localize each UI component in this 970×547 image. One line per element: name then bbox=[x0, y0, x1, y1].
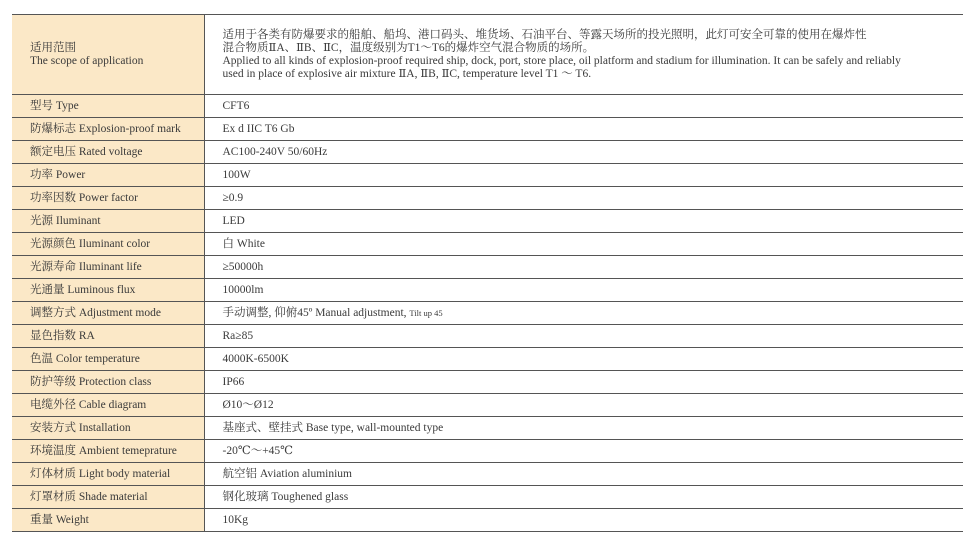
spec-label: 环境温度 Ambient temeprature bbox=[12, 440, 204, 463]
spec-value: LED bbox=[222, 214, 245, 227]
spec-value: 100W bbox=[222, 168, 251, 181]
spec-value-cell bbox=[204, 417, 963, 440]
spec-value-cell bbox=[204, 279, 963, 302]
spec-value-cell bbox=[204, 233, 963, 256]
table-row bbox=[12, 463, 963, 486]
spec-value: ≥50000h bbox=[222, 260, 264, 273]
spec-value: 钢化玻璃 Toughened glass bbox=[222, 490, 349, 503]
spec-label: 型号 Type bbox=[12, 95, 204, 118]
table-row-scope bbox=[12, 15, 963, 95]
spec-label: 安装方式 Installation bbox=[12, 417, 204, 440]
spec-value: 航空铝 Aviation aluminium bbox=[222, 467, 352, 480]
spec-label: 色温 Color temperature bbox=[12, 348, 204, 371]
spec-value-cell bbox=[204, 256, 963, 279]
spec-value: -20℃～+45℃ bbox=[222, 444, 294, 457]
table-row bbox=[12, 233, 963, 256]
spec-value-cell bbox=[204, 486, 963, 509]
spec-label: 灯罩材质 Shade material bbox=[12, 486, 204, 509]
spec-value-cell bbox=[204, 118, 963, 141]
spec-label: 光源颜色 Iluminant color bbox=[12, 233, 204, 256]
spec-value-cell bbox=[204, 187, 963, 210]
spec-value-cell bbox=[204, 440, 963, 463]
table-row bbox=[12, 417, 963, 440]
spec-value-note: Tilt up 45 bbox=[409, 307, 443, 318]
spec-value: 基座式、壁挂式 Base type, wall-mounted type bbox=[222, 421, 444, 434]
spec-value: 手动调整, 仰俯45º Manual adjustment, bbox=[222, 306, 407, 319]
scope-text-line: 混合物质ⅡA、ⅡB、ⅡC，温度级别为T1～T6的爆炸空气混合物质的场所。 bbox=[222, 41, 595, 54]
scope-value-cell bbox=[204, 15, 963, 95]
spec-value-cell bbox=[204, 509, 963, 532]
spec-label: 显色指数 RA bbox=[12, 325, 204, 348]
spec-value: 4000K-6500K bbox=[222, 352, 289, 365]
spec-value-cell bbox=[204, 141, 963, 164]
table-row bbox=[12, 95, 963, 118]
spec-table-body bbox=[12, 15, 963, 532]
spec-value-cell bbox=[204, 164, 963, 187]
spec-value-cell bbox=[204, 371, 963, 394]
scope-label-cn: 适用范围 bbox=[30, 41, 76, 54]
table-row bbox=[12, 509, 963, 532]
spec-value: CFT6 bbox=[222, 99, 250, 112]
spec-value-cell bbox=[204, 95, 963, 118]
table-row bbox=[12, 279, 963, 302]
table-row bbox=[12, 187, 963, 210]
scope-text-line: used in place of explosive air mixture ⅡA, ⅡB, ⅡC, temperature level T1 ～ T6. bbox=[222, 67, 592, 80]
scope-label-cell bbox=[12, 15, 204, 95]
spec-label: 光通量 Luminous flux bbox=[12, 279, 204, 302]
table-row bbox=[12, 348, 963, 371]
spec-value: 10Kg bbox=[222, 513, 249, 526]
spec-table bbox=[12, 14, 963, 532]
spec-label: 光源寿命 Iluminant life bbox=[12, 256, 204, 279]
spec-label: 额定电压 Rated voltage bbox=[12, 141, 204, 164]
spec-value-cell bbox=[204, 210, 963, 233]
table-row bbox=[12, 325, 963, 348]
spec-value: ≥0.9 bbox=[222, 191, 244, 204]
spec-value: 白 White bbox=[222, 237, 265, 250]
spec-value: Ø10～Ø12 bbox=[222, 398, 274, 411]
spec-label: 电缆外径 Cable diagram bbox=[12, 394, 204, 417]
table-row bbox=[12, 440, 963, 463]
spec-label: 防爆标志 Explosion-proof mark bbox=[12, 118, 204, 141]
table-row bbox=[12, 118, 963, 141]
spec-label: 重量 Weight bbox=[12, 509, 204, 532]
spec-value-cell bbox=[204, 348, 963, 371]
spec-value-cell bbox=[204, 325, 963, 348]
spec-label: 灯体材质 Light body material bbox=[12, 463, 204, 486]
scope-text-line: 适用于各类有防爆要求的船舶、船坞、港口码头、堆货场、石油平台、等露天场所的投光照明，此灯可安全可靠的使用在爆炸性 bbox=[222, 28, 867, 41]
spec-value: Ex d IIC T6 Gb bbox=[222, 122, 295, 135]
spec-label: 光源 Iluminant bbox=[12, 210, 204, 233]
spec-label: 功率因数 Power factor bbox=[12, 187, 204, 210]
table-row bbox=[12, 256, 963, 279]
table-row bbox=[12, 164, 963, 187]
spec-value-cell bbox=[204, 394, 963, 417]
spec-value-cell bbox=[204, 463, 963, 486]
spec-value: AC100-240V 50/60Hz bbox=[222, 145, 328, 158]
table-row bbox=[12, 394, 963, 417]
spec-value: 10000lm bbox=[222, 283, 264, 296]
spec-label: 调整方式 Adjustment mode bbox=[12, 302, 204, 325]
spec-label: 功率 Power bbox=[12, 164, 204, 187]
scope-text-line: Applied to all kinds of explosion-proof required ship, dock, port, store place, oil platform and stadium for illumination. It can be safely and reliably bbox=[222, 54, 901, 67]
table-row bbox=[12, 141, 963, 164]
spec-value-cell bbox=[204, 302, 963, 325]
table-row bbox=[12, 486, 963, 509]
spec-label: 防护等级 Protection class bbox=[12, 371, 204, 394]
table-row bbox=[12, 210, 963, 233]
spec-sheet bbox=[11, 13, 962, 540]
spec-value: IP66 bbox=[222, 375, 245, 388]
table-row bbox=[12, 371, 963, 394]
table-row bbox=[12, 302, 963, 325]
scope-label-en: The scope of application bbox=[30, 54, 144, 67]
spec-value: Ra≥85 bbox=[222, 329, 254, 342]
